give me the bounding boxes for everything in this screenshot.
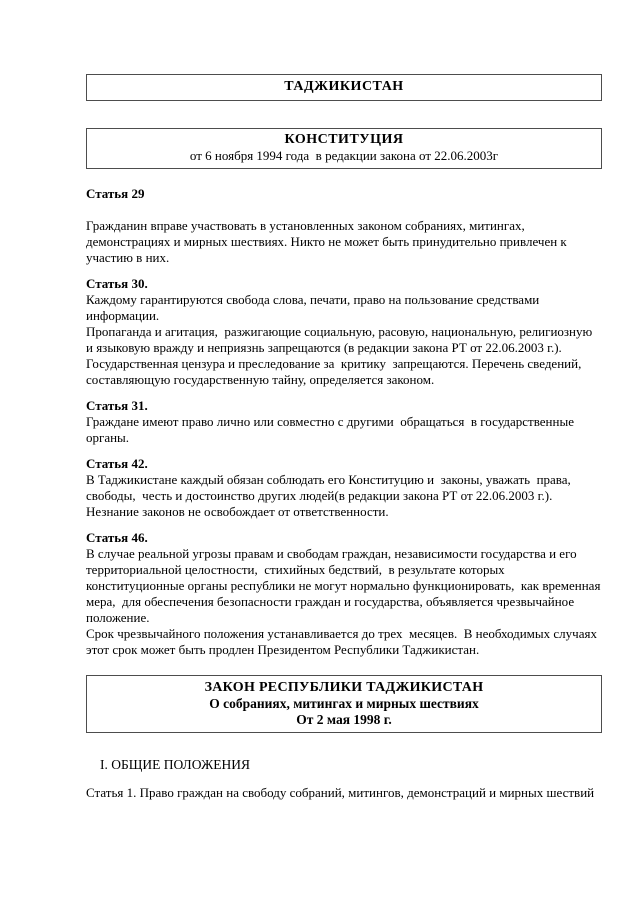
article-30-paragraph: Каждому гарантируются свобода слова, печати, право на пользование средствами информации.: [86, 292, 543, 323]
article-46-heading: Статья 46.: [86, 530, 148, 545]
article-31: [86, 398, 602, 446]
section-heading-general-provisions: I. ОБЩИЕ ПОЛОЖЕНИЯ: [100, 757, 250, 772]
law-subtitle: О собраниях, митингах и мирных шествиях: [209, 696, 479, 711]
article-42-paragraph: В Таджикистане каждый обязан соблюдать его Конституцию и законы, уважать права, свободы, честь и достоинство других людей(в редакции закона РТ от 22.06.2003 г.).: [86, 472, 575, 503]
constitution-subtitle: от 6 ноября 1994 года в редакции закона от 22.06.2003г: [189, 148, 499, 163]
article-31-heading: Статья 31.: [86, 398, 148, 413]
article-42: [86, 456, 602, 520]
law-title: ЗАКОН РЕСПУБЛИКИ ТАДЖИКИСТАН: [204, 680, 484, 695]
article-46: [86, 530, 602, 658]
country-title-box: [86, 74, 602, 101]
constitution-box: [86, 128, 602, 169]
constitution-title: КОНСТИТУЦИЯ: [284, 132, 404, 147]
article-42-heading: Статья 42.: [86, 456, 148, 471]
spacer: [86, 202, 602, 218]
country-title: ТАДЖИКИСТАН: [284, 79, 404, 94]
article-46-paragraph: В случае реальной угрозы правам и свободам граждан, независимости государства и его территориальной целостности, стихийных бедствий, в результате которых конституционные органы республики не могут нормально функционировать, как временная мера, для обеспечения безопасности граждан и государства, объявляется чрезвычайное положение.: [86, 546, 604, 625]
law-date: От 2 мая 1998 г.: [296, 712, 392, 727]
article-30-paragraph: Пропаганда и агитация, разжигающие социальную, расовую, национальную, религиозную и языковую вражду и неприязнь запрещаются (в редакции закона РТ от 22.06.2003 г.).: [86, 324, 596, 355]
article-29: [86, 186, 602, 266]
document-content: [86, 74, 602, 814]
law-title-box: [86, 675, 602, 733]
article-30-paragraph: Государственная цензура и преследование за критику запрещаются. Перечень сведений, составляющую государственную тайну, определяется законом.: [86, 356, 585, 387]
article-30: [86, 276, 602, 388]
article-46-paragraph: Срок чрезвычайного положения устанавливается до трех месяцев. В необходимых случаях этот срок может быть продлен Президентом Республики Таджикистан.: [86, 626, 601, 657]
article-29-paragraph: Гражданин вправе участвовать в установленных законом собраниях, митингах, демонстрациях и мирных шествиях. Никто не может быть принудительно привлечен к участию в них.: [86, 218, 570, 265]
article-42-paragraph: Незнание законов не освобождает от ответственности.: [86, 504, 389, 519]
article-30-heading: Статья 30.: [86, 276, 148, 291]
article-29-heading: Статья 29: [86, 186, 145, 201]
law-article-1: Статья 1. Право граждан на свободу собраний, митингов, демонстраций и мирных шествий: [86, 785, 595, 800]
article-31-paragraph: Граждане имеют право лично или совместно с другими обращаться в государственные органы.: [86, 414, 578, 445]
